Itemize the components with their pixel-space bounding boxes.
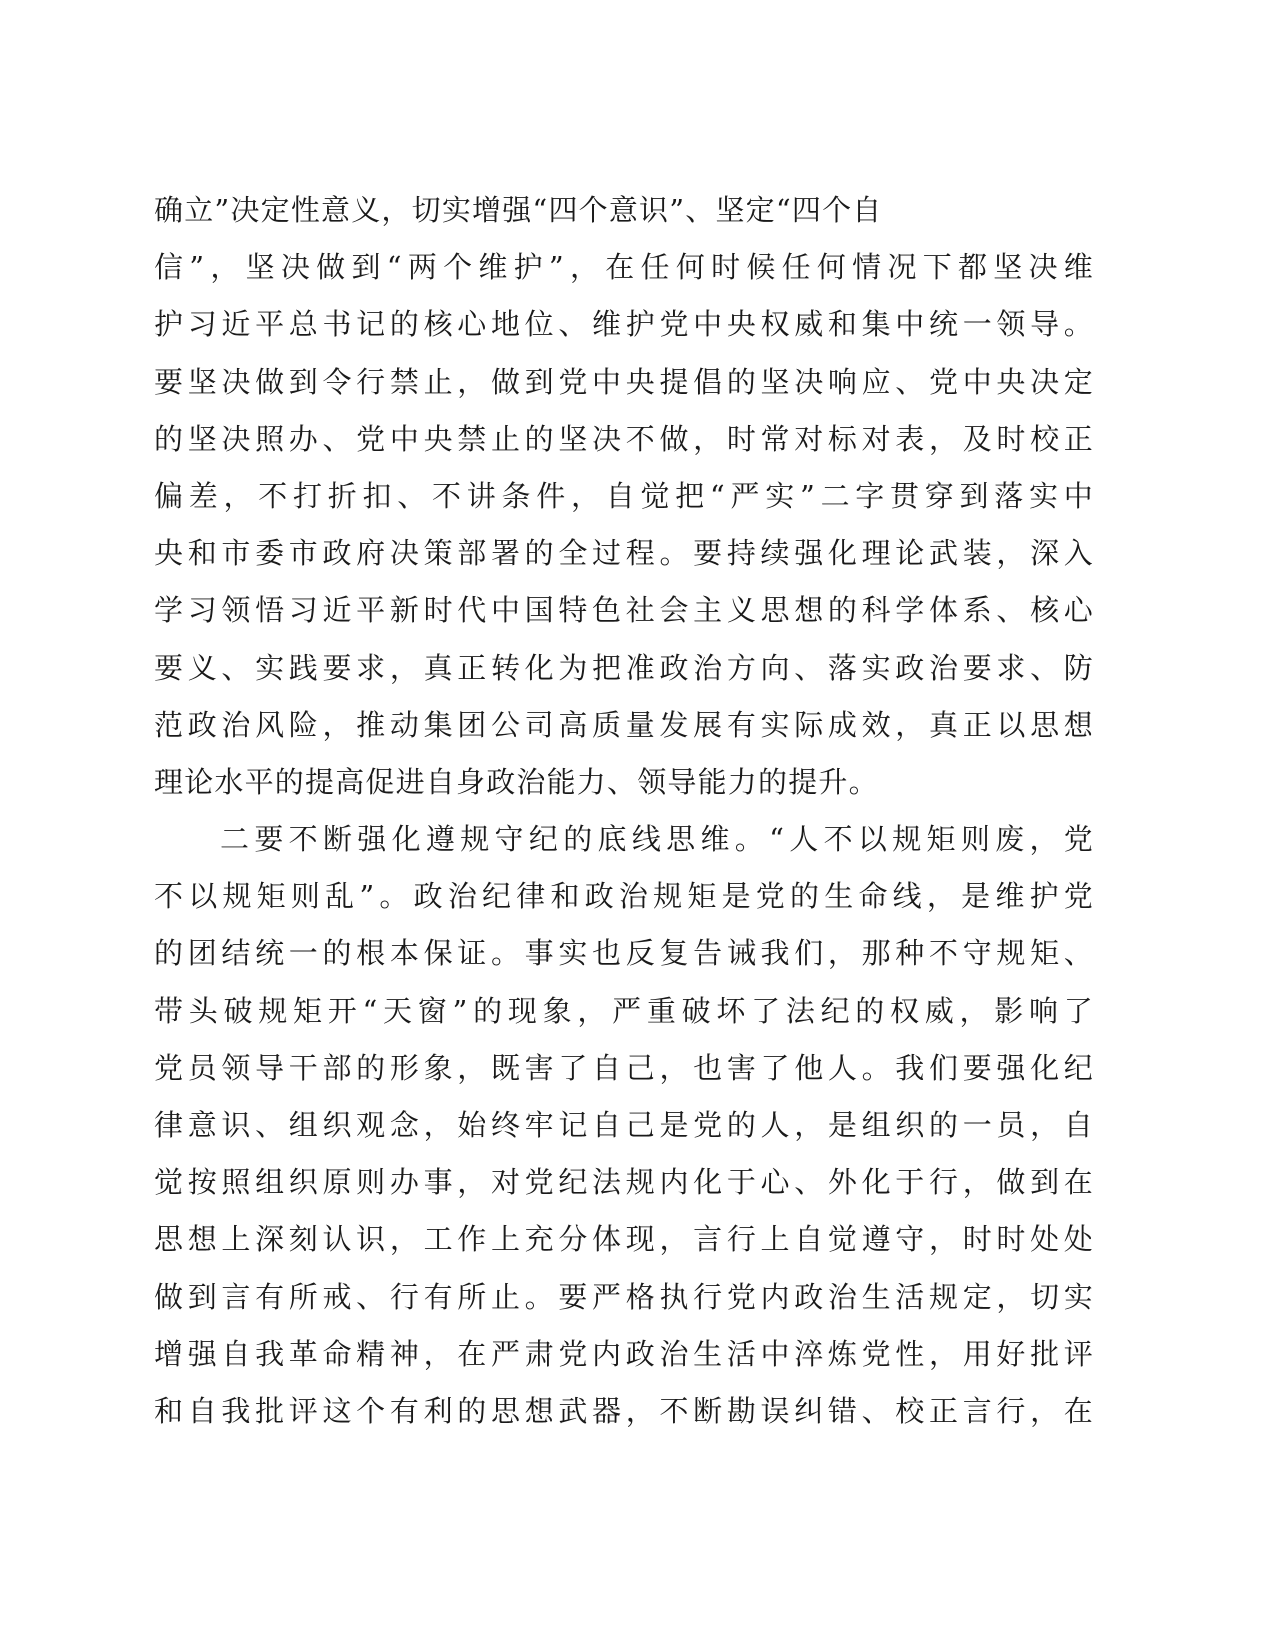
text-line: 增强自我革命精神，在严肃党内政治生活中淬炼党性，用好批评 (154, 1336, 1094, 1371)
text-line: 律意识、组织观念，始终牢记自己是党的人，是组织的一员，自 (154, 1108, 1094, 1142)
text-line: 做到言有所戒、行有所止。要严格执行党内政治生活规定，切实 (154, 1279, 1094, 1314)
text-line: 确立”决定性意义，切实增强“四个意识”、坚定“四个自 (154, 193, 883, 227)
text-line: 党员领导干部的形象，既害了自己，也害了他人。我们要强化纪 (154, 1050, 1094, 1085)
text-line: 护习近平总书记的核心地位、维护党中央权威和集中统一领导。 (154, 307, 1094, 342)
text-line: 的团结统一的根本保证。事实也反复告诫我们，那种不守规矩、 (154, 936, 1094, 971)
text-line: 要坚决做到令行禁止，做到党中央提倡的坚决响应、党中央决定 (154, 364, 1094, 399)
text-line: 和自我批评这个有利的思想武器，不断勘误纠错、校正言行，在 (154, 1393, 1094, 1428)
text-line: 学习领悟习近平新时代中国特色社会主义思想的科学体系、核心 (154, 593, 1094, 628)
text-line: 不以规矩则乱”。政治纪律和政治规矩是党的生命线，是维护党 (154, 879, 1094, 914)
body-text (154, 182, 1094, 1440)
text-line: 带头破规矩开“天窗”的现象，严重破坏了法纪的权威，影响了 (154, 993, 1094, 1028)
text-line: 的坚决照办、党中央禁止的坚决不做，时常对标对表，及时校正 (154, 421, 1094, 456)
text-line: 觉按照组织原则办事，对党纪法规内化于心、外化于行，做到在 (154, 1165, 1094, 1200)
text-line: 要义、实践要求，真正转化为把准政治方向、落实政治要求、防 (154, 650, 1094, 685)
text-line: 偏差，不打折扣、不讲条件，自觉把“严实”二字贯穿到落实中 (154, 478, 1094, 513)
text-line: 理论水平的提高促进自身政治能力、领导能力的提升。 (154, 764, 879, 799)
text-line: 央和市委市政府决策部署的全过程。要持续强化理论武装，深入 (154, 536, 1094, 571)
text-line: 思想上深刻认识，工作上充分体现，言行上自觉遵守，时时处处 (154, 1222, 1094, 1257)
text-line: 信”，坚决做到“两个维护”，在任何时候任何情况下都坚决维 (154, 250, 1094, 285)
text-line: 范政治风险，推动集团公司高质量发展有实际成效，真正以思想 (154, 707, 1094, 742)
paragraph-start-line: 二要不断强化遵规守纪的底线思维。“人不以规矩则废，党 (220, 822, 1094, 857)
